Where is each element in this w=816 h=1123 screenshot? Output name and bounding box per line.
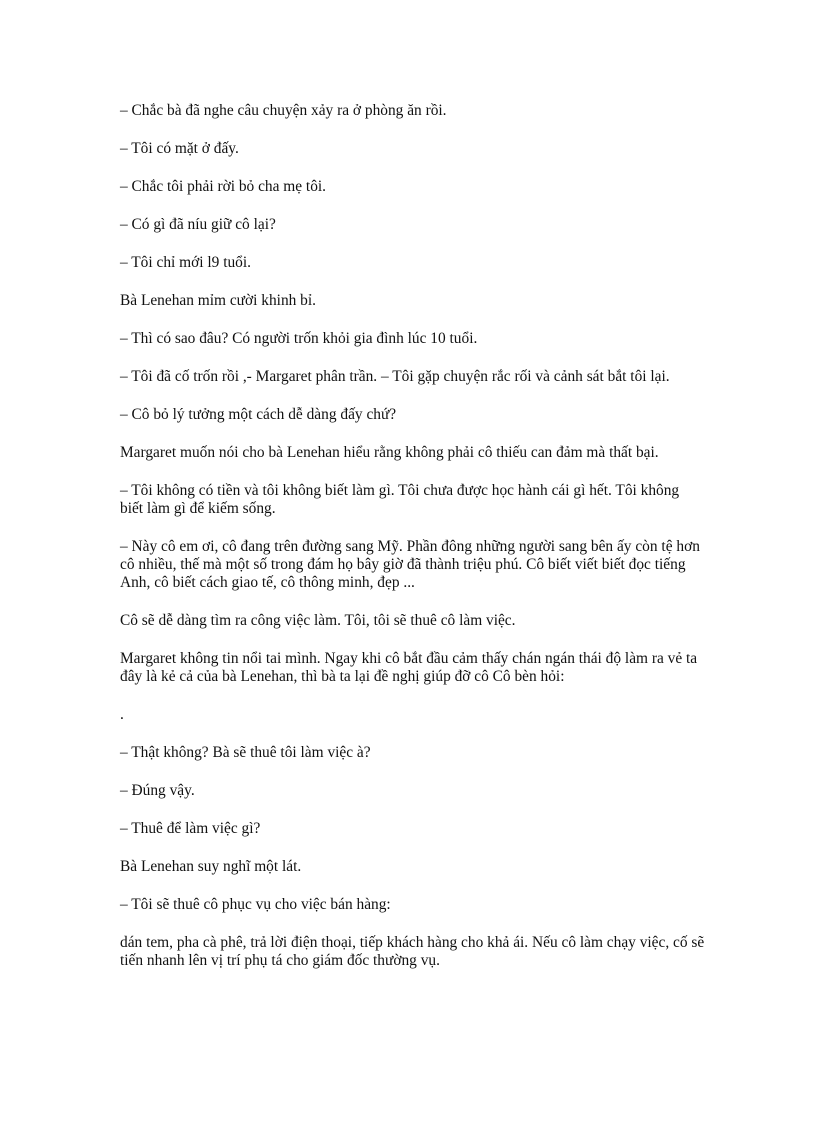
paragraph: – Đúng vậy. — [120, 782, 195, 799]
paragraph: – Chắc bà đã nghe câu chuyện xảy ra ở phòng ăn rồi. — [120, 102, 447, 119]
paragraph: Cô sẽ dễ dàng tìm ra công việc làm. Tôi, tôi sẽ thuê cô làm việc. — [120, 612, 516, 629]
paragraph: – Tôi không có tiền và tôi không biết làm gì. Tôi chưa được học hành cái gì hết. Tôi không biết làm gì để kiếm sống. — [120, 482, 680, 517]
paragraph: – Tôi sẽ thuê cô phục vụ cho việc bán hàng: — [120, 896, 391, 913]
paragraph: – Có gì đã níu giữ cô lại? — [120, 216, 276, 233]
paragraph: – Thật không? Bà sẽ thuê tôi làm việc à? — [120, 744, 371, 761]
paragraph: – Tôi có mặt ở đấy. — [120, 140, 239, 157]
paragraph: Margaret không tin nổi tai mình. Ngay khi cô bắt đầu cảm thấy chán ngán thái độ làm ra vẻ ta đây là kẻ cả của bà Lenehan, thì bà ta lại đề nghị giúp đỡ cô Cô bèn hỏi: — [120, 650, 698, 685]
paragraph: – Tôi chỉ mới l9 tuổi. — [120, 254, 251, 271]
paragraph: – Cô bỏ lý tưởng một cách dễ dàng đấy chứ? — [120, 406, 397, 423]
paragraph: – Này cô em ơi, cô đang trên đường sang Mỹ. Phần đông những người sang bên ấy còn tệ hơn cô nhiều, thế mà một số trong đám họ bây giờ đã thành triệu phú. Cô biết viết biết đọc tiếng Anh, cô biết cách giao tế, cô thông minh, đẹp ... — [120, 538, 700, 591]
paragraph: . — [120, 706, 124, 723]
document-body — [120, 102, 705, 990]
paragraph: – Thuê để làm việc gì? — [120, 820, 261, 837]
paragraph: – Thì có sao đâu? Có người trốn khỏi gia đình lúc 10 tuổi. — [120, 330, 478, 347]
paragraph: Margaret muốn nói cho bà Lenehan hiểu rằng không phải cô thiếu can đảm mà thất bại. — [120, 444, 659, 461]
paragraph: dán tem, pha cà phê, trả lời điện thoại, tiếp khách hàng cho khả ái. Nếu cô làm chạy việc, cố sẽ tiến nhanh lên vị trí phụ tá cho giám đốc thường vụ. — [120, 934, 705, 969]
paragraph: Bà Lenehan mỉm cười khinh bỉ. — [120, 292, 316, 309]
paragraph: – Chắc tôi phải rời bỏ cha mẹ tôi. — [120, 178, 327, 195]
paragraph: Bà Lenehan suy nghĩ một lát. — [120, 858, 302, 875]
paragraph: – Tôi đã cố trốn rồi ,- Margaret phân trần. – Tôi gặp chuyện rắc rối và cảnh sát bắt tôi lại. — [120, 368, 670, 385]
